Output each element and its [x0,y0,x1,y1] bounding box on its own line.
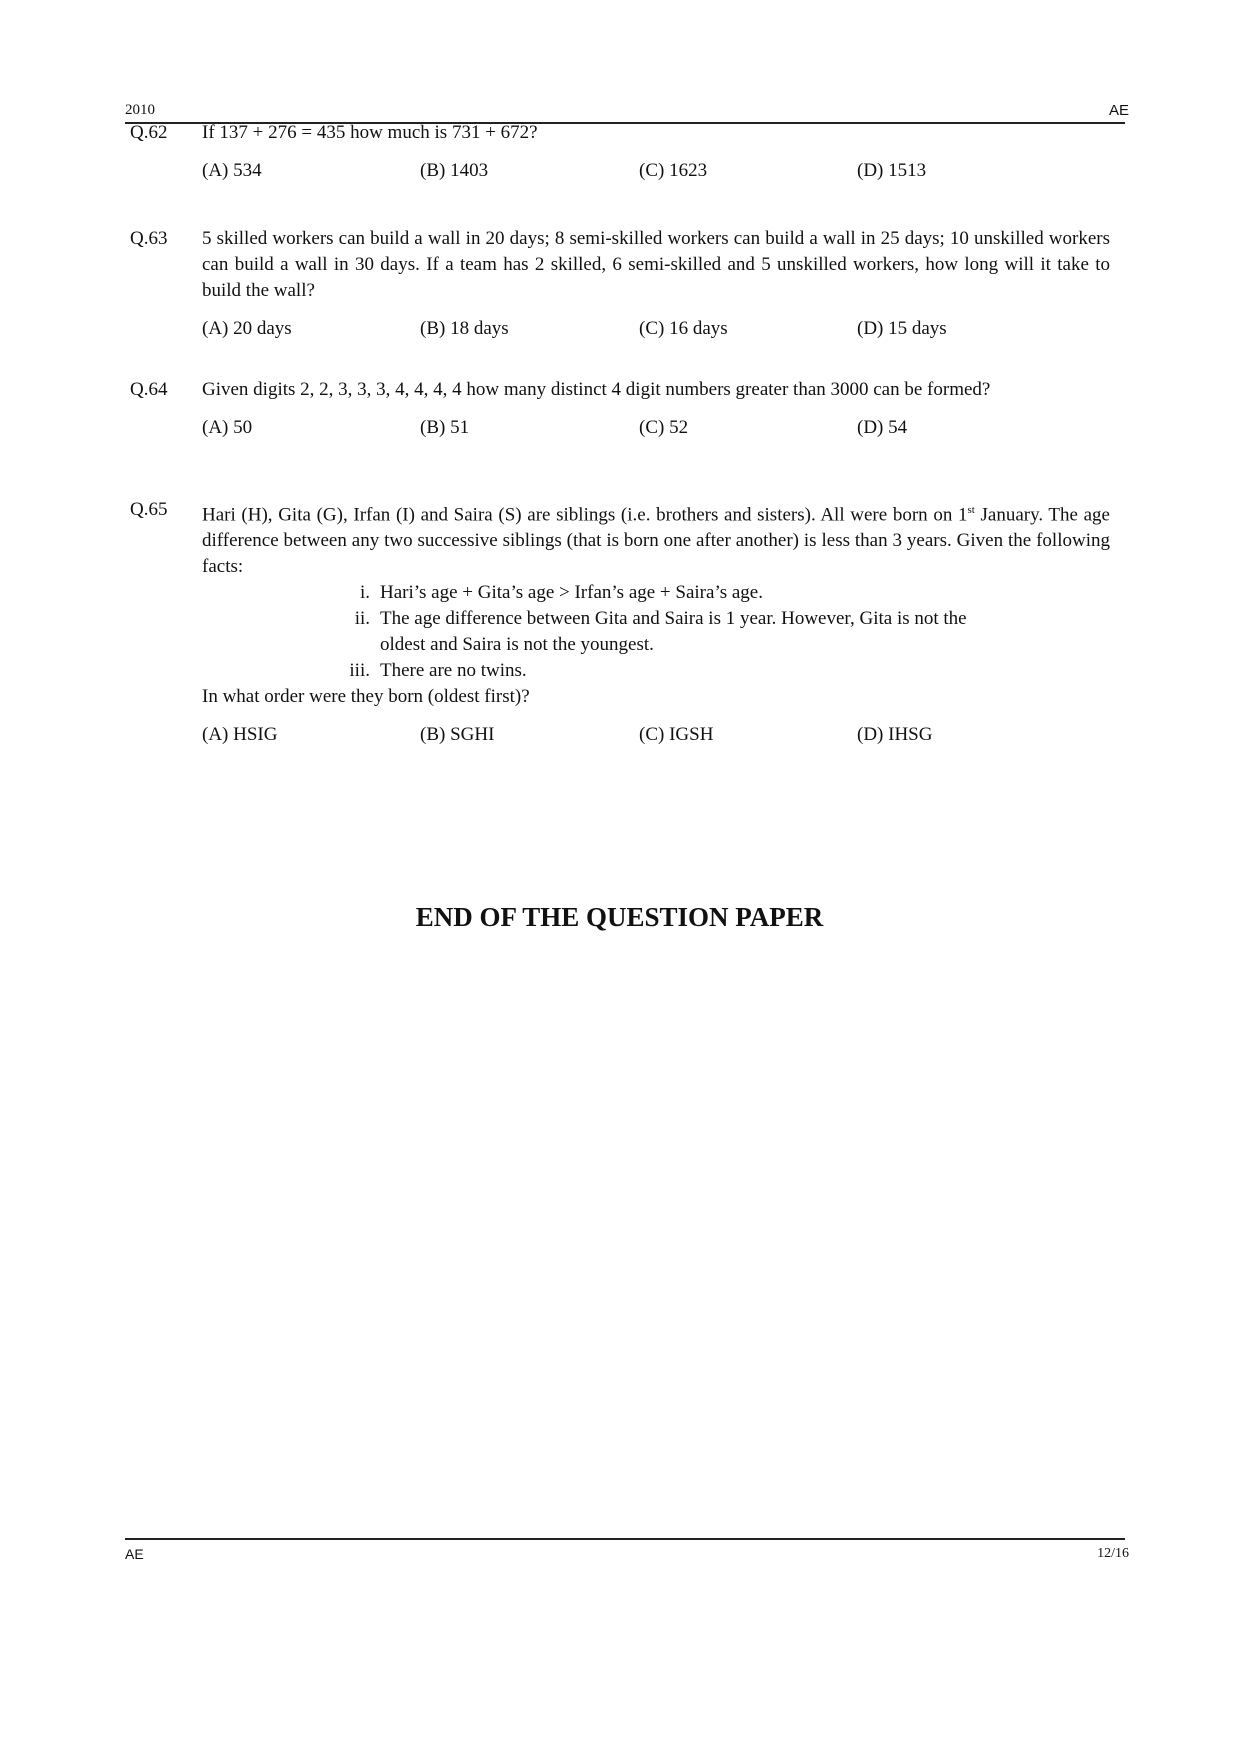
fact-number: i. [359,582,370,604]
option-c: (C) 1623 [639,160,708,181]
question-63 [130,226,1110,342]
ordinal-suffix: st [967,504,975,516]
fact-item [318,606,1110,658]
option-a: (A) 50 [202,417,253,438]
option-c: (C) IGSH [639,724,714,746]
option-a: (A) HSIG [202,724,278,746]
header-year: 2010 [125,102,155,118]
option-c: (C) 52 [639,417,689,438]
question-text: If 137 + 276 = 435 how much is 731 + 672? [202,122,538,143]
fact-item [318,580,1110,606]
fact-text: Hari’s age + Gita’s age > Irfan’s age + Saira’s age. [380,582,763,604]
header-paper-code: AE [1108,102,1129,119]
end-of-paper-title: END OF THE QUESTION PAPER [415,902,824,932]
question-65 [130,497,1110,748]
question-number: Q.63 [130,228,168,249]
option-d: (D) IHSG [857,724,933,746]
option-a: (A) 20 days [202,318,292,339]
option-b: (B) 1403 [420,160,489,181]
footer-rule [125,1538,1125,1540]
fact-text: There are no twins. [380,660,527,682]
question-text: Given digits 2, 2, 3, 3, 3, 4, 4, 4, 4 how many distinct 4 digit numbers greater than 3000 can be formed? [202,379,991,400]
option-d: (D) 54 [857,417,908,438]
fact-number: ii. [354,608,370,630]
question-text: 5 skilled workers can build a wall in 20 days; 8 semi-skilled workers can build a wall in 25 days; 10 unskilled workers can build a wall in 30 days. If a team has 2 skilled, 6 semi-skilled and 5 unskilled workers, how long will it take to build the wall? [202,228,1110,301]
question-number: Q.65 [130,499,168,520]
question-number: Q.64 [130,379,168,400]
options-row [202,722,1110,748]
option-a: (A) 534 [202,160,262,181]
option-d: (D) 15 days [857,318,947,339]
fact-text: The age difference between Gita and Saira is 1 year. However, Gita is not the oldest and Saira is not the youngest. [380,608,967,656]
question-62 [130,120,1110,184]
fact-item [318,658,1110,684]
page-number: 12/16 [1097,1546,1129,1561]
fact-number: iii. [349,660,370,682]
option-b: (B) SGHI [420,724,495,746]
option-b: (B) 18 days [420,318,509,339]
question-number: Q.62 [130,122,168,143]
options-row [202,158,1110,184]
question-prompt: In what order were they born (oldest first)? [202,686,530,708]
options-row [202,316,1110,342]
option-d: (D) 1513 [857,160,927,181]
facts-list [318,580,1110,684]
footer-paper-code: AE [125,1546,144,1562]
option-b: (B) 51 [420,417,470,438]
option-c: (C) 16 days [639,318,728,339]
options-row [202,415,1110,441]
question-text: Hari (H), Gita (G), Irfan (I) and Saira (S) are siblings (i.e. brothers and sisters). All were born on 1st January. The age difference between any two successive siblings (that is born one after another) is less than 3 years. Given the following facts: [202,504,1110,578]
question-64 [130,377,1110,441]
